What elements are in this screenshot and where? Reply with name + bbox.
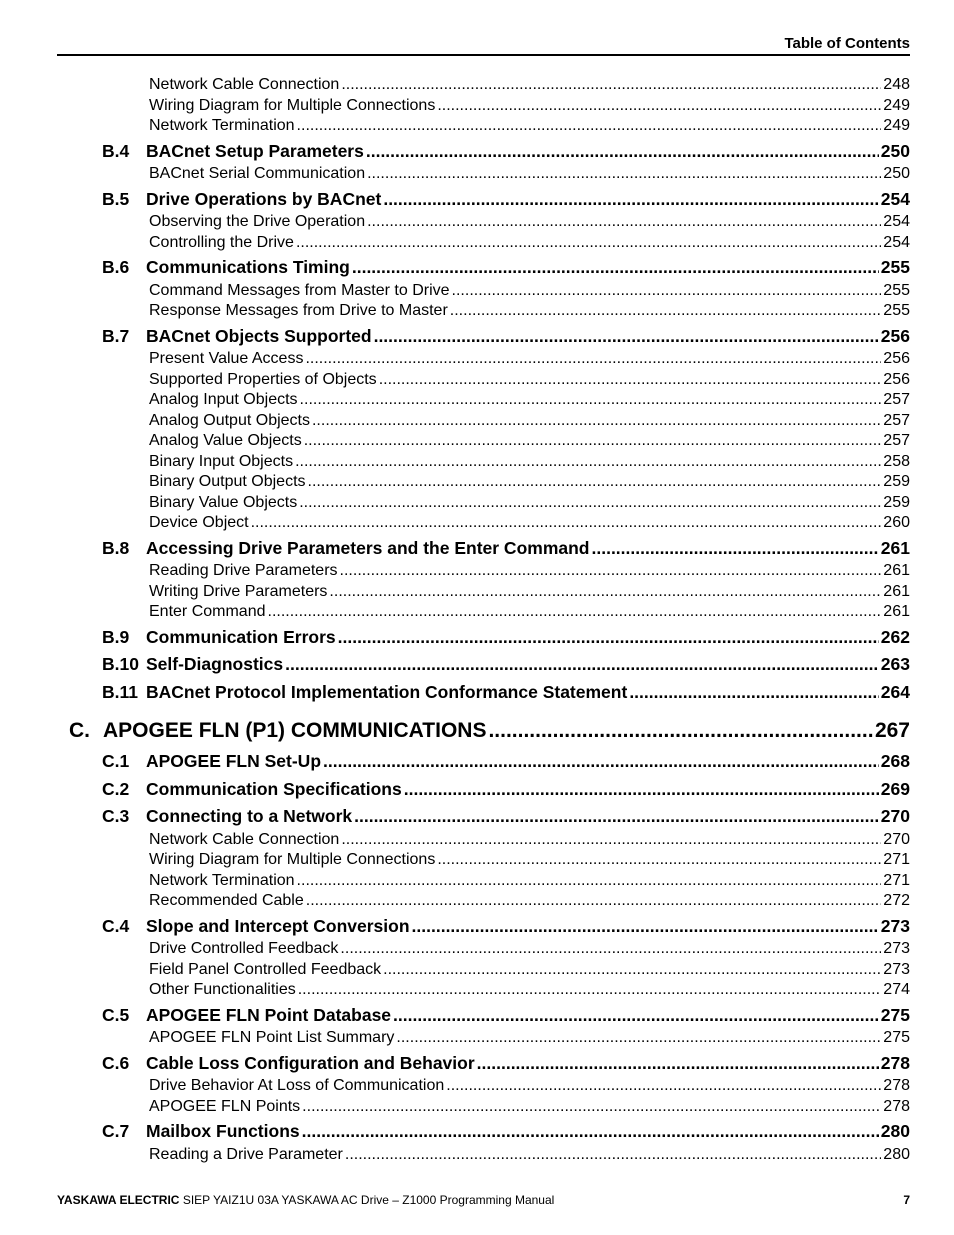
toc-entry-title bbox=[102, 324, 372, 350]
toc-entry-title bbox=[149, 891, 304, 912]
toc-entry-number: B.11 bbox=[102, 681, 138, 702]
toc-subentry[interactable] bbox=[57, 164, 910, 185]
toc-subentry[interactable] bbox=[57, 431, 910, 452]
toc-entry-text: APOGEE FLN Set-Up bbox=[146, 751, 322, 771]
toc-entry-text: Observing the Drive Operation bbox=[149, 213, 366, 230]
dot-leader bbox=[437, 850, 881, 871]
toc-subentry[interactable] bbox=[57, 301, 910, 322]
toc-entry-number: C. bbox=[69, 719, 90, 742]
dot-leader bbox=[296, 233, 881, 254]
toc-page-number: 270 bbox=[883, 830, 910, 848]
toc-subentry[interactable] bbox=[57, 513, 910, 534]
toc-section[interactable] bbox=[57, 749, 910, 775]
toc-page-number: 261 bbox=[880, 537, 910, 558]
dot-leader bbox=[412, 914, 879, 940]
toc-entry-title bbox=[149, 233, 294, 254]
toc-section[interactable] bbox=[57, 255, 910, 281]
toc-page-number: 257 bbox=[883, 411, 910, 429]
toc-entry-text: Accessing Drive Parameters and the Enter Command bbox=[146, 537, 590, 558]
toc-entry-number: C.2 bbox=[102, 778, 130, 799]
dot-leader bbox=[300, 390, 882, 411]
toc-entry-title bbox=[69, 715, 486, 747]
dot-leader bbox=[366, 139, 879, 165]
toc-page-number: 278 bbox=[880, 1052, 910, 1073]
toc-entry-title bbox=[102, 1051, 475, 1077]
toc-page-number: 269 bbox=[880, 778, 910, 799]
toc-subentry[interactable] bbox=[57, 96, 910, 117]
dot-leader bbox=[383, 960, 881, 981]
dot-leader bbox=[297, 871, 882, 892]
page-header-title: Table of Contents bbox=[784, 35, 910, 52]
toc-section[interactable] bbox=[57, 777, 910, 803]
dot-leader bbox=[452, 281, 882, 302]
toc-entry-title bbox=[149, 602, 266, 623]
toc-entry-title bbox=[102, 1003, 391, 1029]
toc-page-number: 273 bbox=[883, 940, 910, 957]
dot-leader bbox=[446, 1076, 881, 1097]
toc-page-number: 249 bbox=[883, 117, 910, 134]
toc-entry-title bbox=[149, 411, 310, 432]
dot-leader bbox=[304, 431, 882, 452]
toc-page-number: 250 bbox=[880, 140, 910, 161]
toc-entry-title bbox=[149, 431, 302, 452]
toc-entry-text: Binary Output Objects bbox=[149, 473, 306, 490]
toc-page-number: 259 bbox=[883, 473, 910, 490]
toc-page-number: 256 bbox=[880, 325, 910, 346]
dot-leader bbox=[374, 324, 879, 350]
toc-entry-number: C.4 bbox=[102, 915, 130, 936]
toc-page-number: 270 bbox=[880, 806, 910, 826]
toc-entry-text: Response Messages from Drive to Master bbox=[149, 302, 448, 319]
footer-doc-info bbox=[57, 1193, 554, 1207]
toc-subentry[interactable] bbox=[57, 602, 910, 623]
toc-section[interactable] bbox=[57, 804, 910, 830]
dot-leader bbox=[450, 301, 882, 322]
dot-leader bbox=[341, 75, 881, 96]
toc-section[interactable] bbox=[57, 1119, 910, 1145]
toc-entry-text: BACnet Objects Supported bbox=[146, 325, 372, 346]
toc-entry-text: Cable Loss Configuration and Behavior bbox=[146, 1052, 475, 1073]
dot-leader bbox=[352, 255, 879, 281]
dot-leader bbox=[437, 96, 881, 117]
toc-entry-title bbox=[149, 960, 381, 981]
toc-entry-title bbox=[149, 1076, 444, 1097]
toc-entry-text: Network Cable Connection bbox=[149, 830, 340, 848]
toc-page-number: 271 bbox=[883, 871, 910, 889]
toc-page-number: 249 bbox=[883, 96, 910, 114]
dot-leader bbox=[251, 513, 882, 534]
toc-entry-title bbox=[149, 75, 339, 96]
toc-page-number: 258 bbox=[883, 452, 910, 470]
toc-entry-title bbox=[149, 830, 339, 851]
toc-subentry[interactable] bbox=[57, 370, 910, 391]
toc-subentry[interactable] bbox=[57, 349, 910, 370]
toc-subentry[interactable] bbox=[57, 281, 910, 302]
toc-page-number: 261 bbox=[883, 562, 910, 579]
toc-entry-text: Connecting to a Network bbox=[146, 806, 353, 826]
toc-entry-title bbox=[149, 1145, 343, 1166]
toc-entry-text: Network Termination bbox=[149, 117, 295, 134]
toc-entry-number: B.7 bbox=[102, 325, 130, 346]
toc-entry-text: Communication Specifications bbox=[146, 778, 402, 799]
header-divider bbox=[57, 54, 910, 56]
toc-page-number: 275 bbox=[883, 1029, 910, 1046]
toc-entry-number: C.1 bbox=[102, 751, 130, 771]
toc-entry-text: APOGEE FLN Point List Summary bbox=[149, 1029, 395, 1046]
toc-entry-text: Communication Errors bbox=[146, 626, 336, 647]
toc-list bbox=[57, 75, 910, 1165]
toc-entry-text: Reading Drive Parameters bbox=[149, 562, 338, 579]
toc-page-number: 256 bbox=[883, 370, 910, 388]
toc-entry-number: B.10 bbox=[102, 654, 139, 674]
toc-entry-text: APOGEE FLN Points bbox=[149, 1097, 301, 1115]
toc-entry-text: Controlling the Drive bbox=[149, 233, 294, 251]
toc-entry-title bbox=[102, 749, 321, 775]
toc-page-number: 261 bbox=[883, 603, 910, 620]
dot-leader bbox=[305, 349, 881, 370]
dot-leader bbox=[338, 625, 879, 651]
toc-section[interactable] bbox=[57, 625, 910, 651]
toc-entry-title bbox=[149, 349, 303, 370]
dot-leader bbox=[367, 212, 881, 233]
toc-page-number: 259 bbox=[883, 493, 910, 511]
toc-entry-title bbox=[149, 212, 365, 233]
toc-subentry[interactable] bbox=[57, 871, 910, 892]
toc-subentry[interactable] bbox=[57, 116, 910, 137]
toc-entry-number: B.6 bbox=[102, 257, 130, 277]
page-footer bbox=[57, 1193, 910, 1207]
dot-leader bbox=[308, 472, 882, 493]
footer-page-number: 7 bbox=[903, 1193, 910, 1207]
toc-chapter[interactable] bbox=[57, 715, 910, 747]
toc-entry-title bbox=[149, 452, 293, 473]
dot-leader bbox=[340, 561, 882, 582]
toc-section[interactable] bbox=[57, 652, 910, 678]
toc-page-number: 280 bbox=[883, 1145, 910, 1163]
toc-page-number: 268 bbox=[880, 751, 910, 771]
toc-entry-text: Network Termination bbox=[149, 871, 295, 889]
toc-entry-title bbox=[149, 281, 450, 302]
toc-subentry[interactable] bbox=[57, 830, 910, 851]
dot-leader bbox=[379, 370, 882, 391]
dot-leader bbox=[340, 939, 881, 960]
toc-entry-text: Analog Value Objects bbox=[149, 432, 302, 449]
toc-subentry[interactable] bbox=[57, 561, 910, 582]
toc-entry-title bbox=[102, 255, 350, 281]
toc-entry-title bbox=[102, 625, 336, 651]
toc-entry-text: Analog Output Objects bbox=[149, 411, 310, 429]
toc-subentry[interactable] bbox=[57, 212, 910, 233]
toc-entry-title bbox=[149, 871, 295, 892]
dot-leader bbox=[629, 680, 878, 706]
toc-page-number: 256 bbox=[883, 350, 910, 367]
toc-entry-text: Supported Properties of Objects bbox=[149, 370, 377, 388]
toc-entry-title bbox=[149, 390, 298, 411]
toc-section[interactable] bbox=[57, 680, 910, 706]
toc-page-number: 273 bbox=[883, 960, 910, 978]
toc-entry-text: Analog Input Objects bbox=[149, 391, 298, 408]
toc-entry-text: Self-Diagnostics bbox=[146, 654, 284, 674]
toc-subentry[interactable] bbox=[57, 582, 910, 603]
toc-entry-title bbox=[149, 561, 338, 582]
toc-page-number: 261 bbox=[883, 582, 910, 600]
toc-entry-title bbox=[149, 96, 435, 117]
dot-leader bbox=[297, 116, 882, 137]
toc-entry-text: Device Object bbox=[149, 514, 249, 531]
toc-subentry[interactable] bbox=[57, 960, 910, 981]
toc-entry-title bbox=[102, 1119, 300, 1145]
toc-page-number: 280 bbox=[880, 1121, 910, 1141]
toc-entry-text: Drive Operations by BACnet bbox=[146, 188, 382, 209]
toc-subentry[interactable] bbox=[57, 493, 910, 514]
toc-entry-title bbox=[102, 187, 381, 213]
toc-entry-title bbox=[149, 939, 338, 960]
toc-subentry[interactable] bbox=[57, 75, 910, 96]
toc-page-number: 254 bbox=[883, 233, 910, 251]
dot-leader bbox=[345, 1145, 881, 1166]
dot-leader bbox=[592, 536, 879, 562]
toc-section[interactable] bbox=[57, 187, 910, 213]
toc-entry-text: BACnet Setup Parameters bbox=[146, 140, 364, 161]
toc-entry-text: Slope and Intercept Conversion bbox=[146, 915, 410, 936]
toc-page-number: 273 bbox=[880, 915, 910, 936]
dot-leader bbox=[285, 652, 879, 678]
toc-page-number: 263 bbox=[880, 654, 910, 674]
dot-leader bbox=[302, 1119, 879, 1145]
dot-leader bbox=[488, 715, 873, 747]
dot-leader bbox=[477, 1051, 879, 1077]
dot-leader bbox=[312, 411, 881, 432]
toc-entry-text: Communications Timing bbox=[146, 257, 350, 277]
toc-entry-number: B.9 bbox=[102, 626, 130, 647]
toc-entry-title bbox=[149, 370, 377, 391]
toc-entry-title bbox=[102, 139, 364, 165]
toc-page-number: 260 bbox=[883, 514, 910, 531]
dot-leader bbox=[393, 1003, 879, 1029]
toc-subentry[interactable] bbox=[57, 1076, 910, 1097]
toc-entry-number: B.5 bbox=[102, 188, 130, 209]
toc-page-number: 255 bbox=[883, 281, 910, 299]
dot-leader bbox=[367, 164, 881, 185]
toc-page-number: 278 bbox=[883, 1097, 910, 1115]
toc-section[interactable] bbox=[57, 536, 910, 562]
toc-subentry[interactable] bbox=[57, 1097, 910, 1118]
toc-page-number: 255 bbox=[883, 302, 910, 319]
toc-page-number: 272 bbox=[883, 892, 910, 909]
toc-entry-text: Binary Value Objects bbox=[149, 493, 298, 511]
toc-entry-title bbox=[149, 301, 448, 322]
toc-section[interactable] bbox=[57, 1051, 910, 1077]
toc-page-number: 254 bbox=[880, 188, 910, 209]
toc-entry-number: B.8 bbox=[102, 537, 130, 558]
dot-leader bbox=[298, 980, 882, 1001]
toc-entry-title bbox=[102, 652, 283, 678]
toc-entry-text: Wiring Diagram for Multiple Connections bbox=[149, 851, 436, 868]
toc-entry-text: Field Panel Controlled Feedback bbox=[149, 960, 382, 978]
dot-leader bbox=[396, 1028, 881, 1049]
toc-entry-text: Drive Controlled Feedback bbox=[149, 940, 339, 957]
toc-page-number: 257 bbox=[883, 432, 910, 449]
toc-subentry[interactable] bbox=[57, 390, 910, 411]
toc-entry-title bbox=[149, 164, 365, 185]
toc-subentry[interactable] bbox=[57, 233, 910, 254]
toc-subentry[interactable] bbox=[57, 472, 910, 493]
toc-entry-title bbox=[102, 804, 352, 830]
dot-leader bbox=[383, 187, 878, 213]
toc-entry-title bbox=[149, 850, 435, 871]
toc-entry-text: Writing Drive Parameters bbox=[149, 582, 328, 600]
toc-page-number: 255 bbox=[880, 257, 910, 277]
toc-entry-text: Binary Input Objects bbox=[149, 452, 294, 470]
toc-entry-title bbox=[102, 680, 627, 706]
toc-entry-text: Mailbox Functions bbox=[146, 1121, 300, 1141]
toc-entry-text: Command Messages from Master to Drive bbox=[149, 281, 450, 299]
toc-entry-text: Network Cable Connection bbox=[149, 76, 340, 93]
dot-leader bbox=[306, 891, 882, 912]
toc-entry-text: Other Functionalities bbox=[149, 981, 296, 998]
toc-entry-title bbox=[149, 1028, 394, 1049]
dot-leader bbox=[404, 777, 879, 803]
toc-entry-number: C.6 bbox=[102, 1052, 130, 1073]
dot-leader bbox=[354, 804, 879, 830]
toc-subentry[interactable] bbox=[57, 452, 910, 473]
toc-section[interactable] bbox=[57, 914, 910, 940]
toc-entry-number: B.4 bbox=[102, 140, 130, 161]
toc-subentry[interactable] bbox=[57, 1028, 910, 1049]
toc-page-number: 262 bbox=[880, 626, 910, 647]
dot-leader bbox=[302, 1097, 881, 1118]
toc-entry-title bbox=[102, 914, 410, 940]
toc-page-number: 257 bbox=[883, 391, 910, 408]
toc-entry-number: C.3 bbox=[102, 806, 130, 826]
toc-entry-text: Drive Behavior At Loss of Communication bbox=[149, 1077, 445, 1094]
dot-leader bbox=[295, 452, 881, 473]
toc-entry-title bbox=[149, 493, 297, 514]
toc-entry-number: C.7 bbox=[102, 1121, 130, 1141]
toc-entry-title bbox=[149, 116, 295, 137]
toc-subentry[interactable] bbox=[57, 939, 910, 960]
toc-page-number: 248 bbox=[883, 76, 910, 93]
dot-leader bbox=[299, 493, 881, 514]
toc-entry-title bbox=[149, 472, 306, 493]
toc-entry-text: Recommended Cable bbox=[149, 892, 304, 909]
toc-entry-title bbox=[149, 1097, 300, 1118]
toc-section[interactable] bbox=[57, 324, 910, 350]
toc-section[interactable] bbox=[57, 139, 910, 165]
toc-section[interactable] bbox=[57, 1003, 910, 1029]
toc-subentry[interactable] bbox=[57, 411, 910, 432]
toc-entry-title bbox=[149, 582, 327, 603]
toc-entry-title bbox=[102, 536, 590, 562]
toc-entry-title bbox=[149, 513, 249, 534]
dot-leader bbox=[329, 582, 881, 603]
toc-page-number: 274 bbox=[883, 981, 910, 998]
toc-entry-text: APOGEE FLN Point Database bbox=[146, 1004, 392, 1025]
toc-page-number: 254 bbox=[883, 213, 910, 230]
dot-leader bbox=[323, 749, 879, 775]
toc-page-number: 264 bbox=[880, 681, 910, 702]
toc-page-number: 278 bbox=[883, 1077, 910, 1094]
toc-entry-text: Wiring Diagram for Multiple Connections bbox=[149, 96, 436, 114]
toc-subentry[interactable] bbox=[57, 891, 910, 912]
toc-entry-text: Reading a Drive Parameter bbox=[149, 1145, 343, 1163]
toc-entry-text: Enter Command bbox=[149, 603, 266, 620]
toc-entry-text: APOGEE FLN (P1) COMMUNICATIONS bbox=[103, 719, 487, 742]
toc-subentry[interactable] bbox=[57, 1145, 910, 1166]
dot-leader bbox=[341, 830, 881, 851]
footer-brand: YASKAWA ELECTRIC bbox=[57, 1193, 180, 1207]
toc-subentry[interactable] bbox=[57, 850, 910, 871]
dot-leader bbox=[268, 602, 882, 623]
toc-page-number: 275 bbox=[880, 1004, 910, 1025]
toc-entry-text: Present Value Access bbox=[149, 350, 304, 367]
toc-entry-title bbox=[149, 980, 296, 1001]
toc-page-number: 267 bbox=[874, 719, 910, 742]
toc-entry-text: BACnet Serial Communication bbox=[149, 165, 366, 182]
toc-subentry[interactable] bbox=[57, 980, 910, 1001]
toc-entry-title bbox=[102, 777, 402, 803]
toc-page-number: 271 bbox=[883, 851, 910, 868]
footer-doc-title: SIEP YAIZ1U 03A YASKAWA AC Drive – Z1000 Programming Manual bbox=[182, 1193, 555, 1207]
toc-entry-number: C.5 bbox=[102, 1004, 130, 1025]
toc-page-number: 250 bbox=[883, 165, 910, 182]
toc-entry-text: BACnet Protocol Implementation Conformance Statement bbox=[146, 681, 628, 702]
